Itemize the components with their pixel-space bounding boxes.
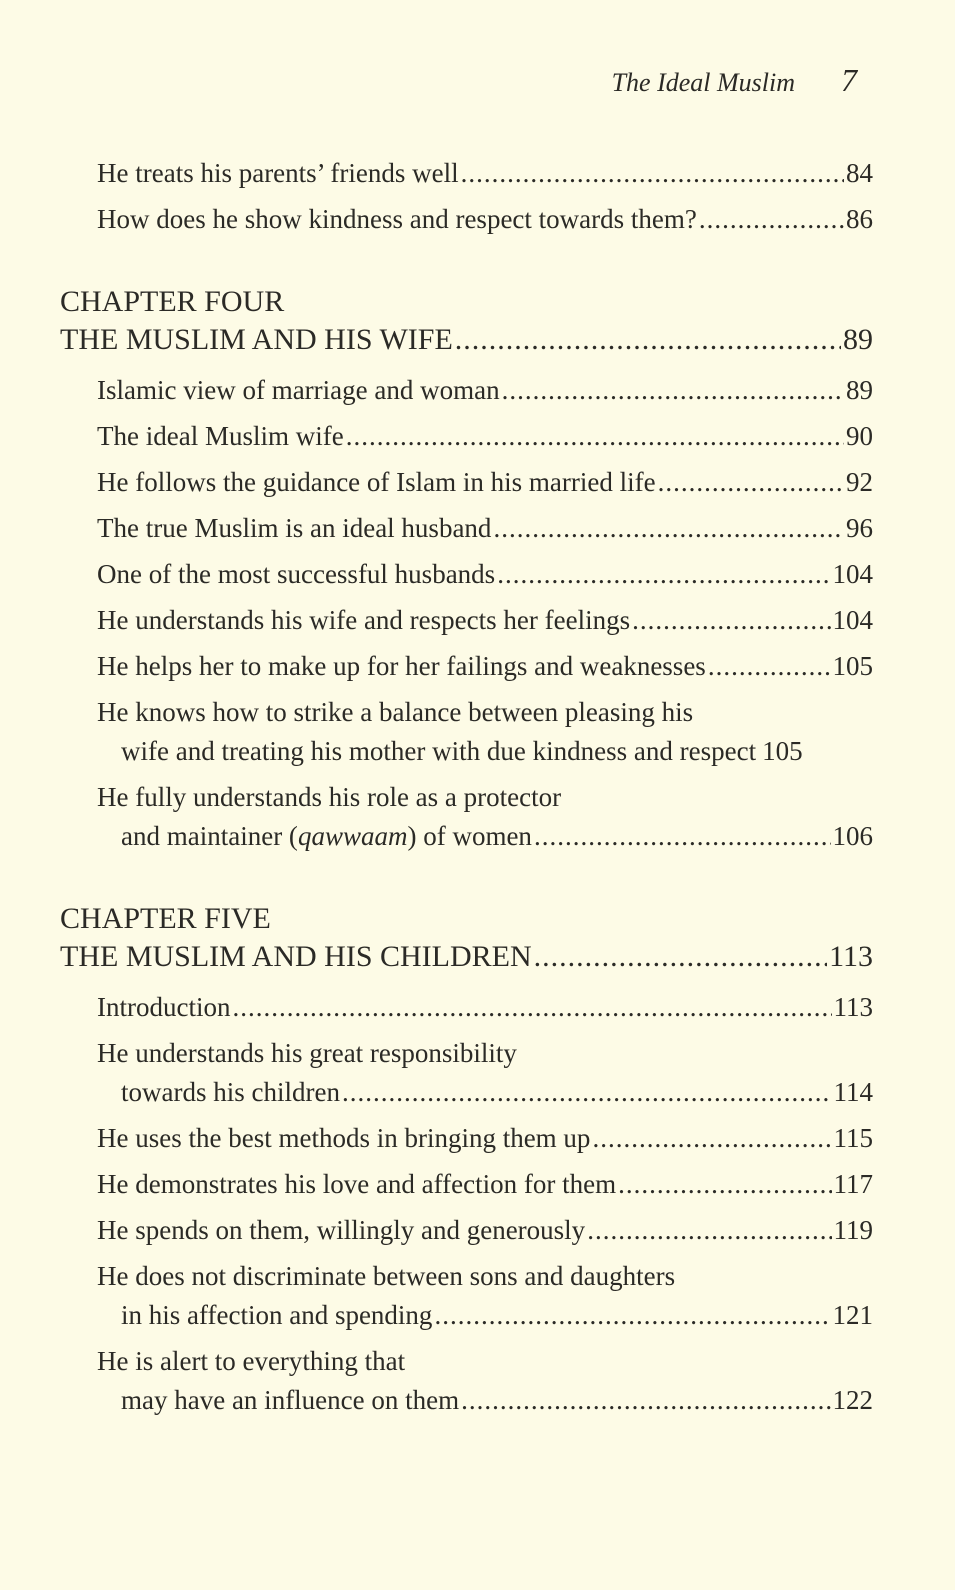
book-title: The Ideal Muslim <box>611 68 795 97</box>
leader-dots <box>632 601 830 640</box>
leader-dots <box>587 1211 831 1250</box>
leader-dots <box>232 988 831 1027</box>
entry-text: He understands his wife and respects her feelings <box>97 605 631 635</box>
leader-dots <box>493 509 844 548</box>
entry-page: 90 <box>846 421 873 451</box>
entry-text: He helps her to make up for her failings and weaknesses <box>97 651 706 681</box>
toc-entry <box>97 1119 873 1158</box>
entry-page: 121 <box>832 1300 873 1330</box>
toc-entry <box>97 371 873 410</box>
entry-text: Introduction <box>97 992 231 1022</box>
entry-text: He knows how to strike a balance between pleasing his <box>97 697 694 727</box>
entry-page: 115 <box>833 1123 873 1153</box>
leader-dots <box>342 1073 832 1112</box>
entry-page: 104 <box>832 559 873 589</box>
leader-dots <box>346 417 844 456</box>
entry-page: 84 <box>846 158 873 188</box>
entry-text: may have an influence on them <box>121 1385 460 1415</box>
entry-text: He follows the guidance of Islam in his married life <box>97 467 656 497</box>
entry-page: 86 <box>846 204 873 234</box>
entry-text: He is alert to everything that <box>97 1346 406 1376</box>
leader-dots <box>497 555 830 594</box>
toc-entry <box>97 463 873 502</box>
entry-text: The ideal Muslim wife <box>97 421 344 451</box>
entry-page: 105 <box>762 736 803 766</box>
leader-dots <box>534 938 827 976</box>
chapter-label: CHAPTER FOUR <box>60 285 285 318</box>
leader-dots <box>502 371 844 410</box>
entry-page: 96 <box>846 513 873 543</box>
entry-text: He understands his great responsibility <box>97 1038 517 1068</box>
entry-page: 119 <box>833 1215 873 1245</box>
toc-entry <box>97 555 873 594</box>
toc-entry <box>97 154 873 193</box>
leader-dots <box>708 647 831 686</box>
toc-entry <box>97 778 873 856</box>
entry-page: 114 <box>833 1077 873 1107</box>
entry-text: in his affection and spending <box>121 1300 433 1330</box>
toc-entry <box>97 509 873 548</box>
entry-page: 105 <box>832 651 873 681</box>
leader-dots <box>534 817 831 856</box>
toc-entry <box>97 988 873 1027</box>
toc-entry <box>97 200 873 239</box>
leader-dots <box>434 1296 830 1335</box>
toc-entry <box>97 1034 873 1112</box>
entry-page: 92 <box>846 467 873 497</box>
toc-entry <box>97 1342 873 1420</box>
leader-dots <box>658 463 844 502</box>
leader-dots <box>461 1381 830 1420</box>
entry-text: One of the most successful husbands <box>97 559 496 589</box>
table-of-contents <box>60 154 873 1427</box>
chapter-page: 89 <box>843 323 873 356</box>
entry-page: 122 <box>832 1385 873 1415</box>
entry-page: 117 <box>833 1169 873 1199</box>
entry-text: and maintainer (qawwaam) of women <box>121 821 532 851</box>
running-header <box>612 62 857 99</box>
entry-text: wife and treating his mother with due kindness and respect <box>121 736 757 766</box>
chapter-page: 113 <box>829 940 873 973</box>
leader-dots <box>455 321 841 359</box>
entry-text: The true Muslim is an ideal husband <box>97 513 492 543</box>
entry-text: towards his children <box>121 1077 340 1107</box>
entry-page: 104 <box>832 605 873 635</box>
entry-page: 89 <box>846 375 873 405</box>
entry-text: He spends on them, willingly and generously <box>97 1215 586 1245</box>
toc-entry <box>97 647 873 686</box>
entry-text: He treats his parents’ friends well <box>97 158 459 188</box>
chapter-label: CHAPTER FIVE <box>60 902 271 935</box>
toc-entry <box>97 1257 873 1335</box>
page-number: 7 <box>841 62 857 98</box>
toc-entry <box>97 693 873 771</box>
toc-entry <box>97 1211 873 1250</box>
toc-entry <box>97 417 873 456</box>
toc-entry <box>97 601 873 640</box>
leader-dots <box>699 200 844 239</box>
leader-dots <box>592 1119 831 1158</box>
entry-text: He fully understands his role as a protector <box>97 782 562 812</box>
leader-dots <box>461 154 844 193</box>
chapter-title: THE MUSLIM AND HIS WIFE <box>60 323 453 356</box>
chapter-four-heading <box>60 283 873 359</box>
leader-dots <box>618 1165 831 1204</box>
entry-text: How does he show kindness and respect towards them? <box>97 204 697 234</box>
chapter-title: THE MUSLIM AND HIS CHILDREN <box>60 940 532 973</box>
entry-text: Islamic view of marriage and woman <box>97 375 500 405</box>
entry-page: 106 <box>832 821 873 851</box>
chapter-five-heading <box>60 900 873 976</box>
entry-text: He does not discriminate between sons and daughters <box>97 1261 676 1291</box>
entry-text: He demonstrates his love and affection for them <box>97 1169 617 1199</box>
toc-entry <box>97 1165 873 1204</box>
entry-page: 113 <box>833 992 873 1022</box>
entry-text: He uses the best methods in bringing them up <box>97 1123 591 1153</box>
